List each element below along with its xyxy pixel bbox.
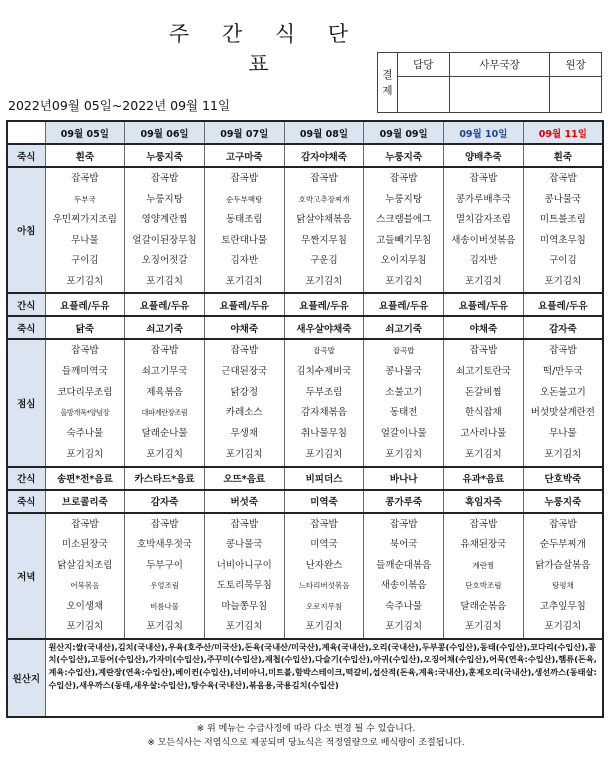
menu-item: 잡곡밥 (549, 345, 577, 356)
menu-item: 미소된장국 (61, 539, 108, 551)
menu-item: 두부조림 (305, 386, 343, 398)
menu-list-cell (45, 167, 125, 293)
menu-list-cell (125, 339, 205, 467)
menu-item: 잡곡밥 (469, 518, 498, 530)
menu-item: 김자반 (469, 255, 498, 266)
day-header-sunday: 09월 11일 (523, 121, 603, 144)
menu-cell: 비피더스 (284, 467, 364, 490)
menu-cell: 야채죽 (444, 316, 524, 339)
header-corner (7, 121, 45, 144)
menu-item: 호박새우젓국 (137, 539, 193, 551)
menu-cell: 바나나 (364, 467, 444, 490)
menu-item: 무짠지무침 (301, 234, 347, 246)
menu-item: 포기김치 (305, 448, 343, 460)
menu-item: 호박고추장찌개 (298, 194, 350, 204)
menu-list-cell (284, 167, 364, 293)
menu-item: 올방개묵*양념장 (60, 408, 110, 418)
note-line: ※ 위 메뉴는 수급사정에 따라 다소 변경 될 수 있습니다. (196, 724, 416, 734)
note-line: ※ 모든식사는 저염식으로 제공되며 당뇨식은 적정열량으로 배식량이 조절됩니다. (147, 738, 465, 748)
menu-list-cell (523, 167, 603, 293)
menu-item: 포기김치 (385, 621, 423, 633)
menu-cell: 고구마죽 (204, 144, 284, 167)
row-label: 아침 (7, 167, 45, 293)
menu-item: 도토리묵무침 (216, 580, 272, 592)
day-header-1: 09월 06일 (125, 121, 205, 144)
menu-cell: 카스타드*음료 (125, 467, 205, 490)
menu-cell: 누룽지죽 (523, 490, 603, 513)
menu-item: 포기김치 (66, 448, 104, 460)
menu-item: 잡곡밥 (389, 518, 418, 530)
menu-item: 잡곡밥 (469, 173, 498, 184)
menu-item: 오돈불고기 (539, 386, 586, 398)
menu-item: 포기김치 (385, 275, 423, 287)
menu-item: 들깨미역국 (61, 365, 108, 377)
menu-item: 미역국 (310, 539, 338, 551)
menu-list-cell (284, 339, 364, 467)
menu-cell: 요플레/두유 (284, 293, 364, 316)
menu-item: 잡곡밥 (230, 518, 259, 530)
row-label: 죽식 (7, 144, 45, 167)
menu-cell: 요플레/두유 (125, 293, 205, 316)
menu-item: 닭살야채볶음 (296, 214, 352, 225)
menu-cell: 흰죽 (523, 144, 603, 167)
menu-list-cell (45, 339, 125, 467)
menu-list-cell (284, 513, 364, 639)
menu-item: 우엉조림 (150, 581, 180, 591)
menu-list-cell (444, 513, 524, 639)
approval-label: 결 제 (378, 53, 398, 113)
menu-item: 잡곡밥 (230, 345, 259, 356)
menu-item: 잡곡밥 (150, 518, 179, 530)
menu-item: 닭강정 (230, 386, 259, 398)
menu-item: 순두부백탕 (226, 194, 263, 204)
page-title: 주 간 식 단 표 (168, 22, 362, 76)
row-label: 원산지 (7, 639, 45, 717)
approval-box (377, 52, 602, 113)
menu-item: 코다리무조림 (57, 386, 113, 398)
menu-item: 얼갈이된장무침 (132, 234, 197, 246)
menu-item: 새송이볶음 (380, 580, 427, 592)
menu-cell: 송편*전*음료 (45, 467, 125, 490)
menu-item: 포기김치 (66, 621, 104, 633)
menu-item: 잡곡밥 (389, 173, 418, 184)
menu-item: 포기김치 (305, 275, 343, 287)
menu-item: 달래순나물 (141, 428, 188, 440)
menu-item: 고추잎무침 (539, 600, 586, 612)
menu-item: 새송이버섯볶음 (451, 234, 516, 246)
menu-item: 잡곡밥 (150, 173, 179, 184)
menu-list-cell (204, 167, 284, 293)
menu-item: 숙주나물 (66, 428, 104, 440)
approval-sign-director (550, 77, 602, 113)
menu-item: 취나물무침 (301, 428, 347, 440)
day-header-0: 09월 05일 (45, 121, 125, 144)
approval-role-secretary: 사무국장 (449, 53, 550, 77)
menu-item: 콩나물국 (544, 193, 582, 205)
menu-cell: 미역죽 (284, 490, 364, 513)
footer-notes (0, 722, 612, 750)
breakfast-row (7, 167, 603, 293)
menu-list-cell (45, 513, 125, 639)
row-label: 저녁 (7, 513, 45, 639)
menu-cell: 감자죽 (125, 490, 205, 513)
menu-item: 무생채 (230, 428, 259, 440)
snack-row-afternoon (7, 467, 603, 490)
menu-item: 잡곡밥 (230, 173, 259, 184)
menu-item: 돈갈비찜 (465, 386, 502, 398)
menu-item: 제육볶음 (146, 386, 183, 398)
menu-item: 두부국 (73, 194, 96, 204)
menu-item: 고사리나물 (460, 428, 507, 440)
menu-item: 포기김치 (465, 621, 502, 633)
menu-item: 쇠고기무국 (141, 365, 188, 377)
menu-item: 오징어젓갈 (141, 255, 188, 266)
menu-item: 난자완스 (305, 559, 343, 571)
snack-row-morning (7, 293, 603, 316)
porridge-row-dinner (7, 490, 603, 513)
menu-item: 포기김치 (465, 448, 502, 460)
menu-cell: 요플레/두유 (364, 293, 444, 316)
menu-item: 고들빼기무침 (376, 234, 432, 246)
menu-item: 숙주나물 (385, 600, 423, 612)
menu-cell: 오뜨*음료 (204, 467, 284, 490)
menu-cell: 새우살야채죽 (284, 316, 364, 339)
menu-item: 잡곡밥 (71, 173, 99, 184)
menu-item: 얼갈이나물 (380, 428, 427, 440)
menu-item: 영양계란찜 (141, 214, 188, 225)
menu-list-cell (444, 339, 524, 467)
menu-item: 콩나물국 (385, 365, 423, 377)
menu-item: 잡곡밥 (310, 173, 338, 184)
menu-cell: 요플레/두유 (45, 293, 125, 316)
menu-cell: 흰죽 (45, 144, 125, 167)
menu-list-cell (125, 513, 205, 639)
approval-role-director: 원장 (550, 53, 602, 77)
menu-item: 미트볼조림 (539, 214, 586, 225)
menu-item: 달래순볶음 (460, 600, 507, 612)
row-label: 점심 (7, 339, 45, 467)
menu-item: 대파계란장조림 (141, 408, 188, 418)
menu-item: 잡곡밥 (150, 345, 179, 356)
menu-item: 포기김치 (225, 275, 263, 287)
dinner-row (7, 513, 603, 639)
menu-list-cell (364, 513, 444, 639)
lunch-row (7, 339, 603, 467)
menu-cell: 브로콜리죽 (45, 490, 125, 513)
menu-period: 2022년09월 05일~2022년 09월 11일 (8, 98, 231, 113)
menu-cell: 쇠고기죽 (125, 316, 205, 339)
menu-item: 들깨순대볶음 (376, 559, 432, 571)
menu-list-cell (125, 167, 205, 293)
menu-item: 소불고기 (385, 386, 423, 398)
origin-info: 원산지:쌀(국내산),김치(국내산),우육(호주산/미국산),돈육(국내산/미국산),계육(국내산),오리(국내산),두부콩(수입산),동태(수입산),코다리(수입산),꽁치(수입산),고등어(수입산),가자미(수입산),주꾸미(수입산),재첩(수입산),다슬기(수입산),아귀(수입산),오징어채(수입산),어묵(연육:수입산),햄류(돈육,계육:수입산),계란장(연육:수입산),베이컨(수입산),너비아니,미트볼,함박스테이크,떡갈비,섭산적(돈육,계육:국내산),훈제오리(국내산),생선까스(동태살:수입산),새우까스(동태,새우살:수입산),탕수육(국내산),볶음용,국용김치(수입산) (45, 639, 603, 717)
menu-item: 비름나물 (150, 601, 180, 611)
menu-cell: 쇠고기죽 (364, 316, 444, 339)
menu-item: 잡곡밥 (392, 346, 415, 355)
menu-item: 북어국 (389, 539, 418, 551)
menu-list-cell (204, 339, 284, 467)
weekly-menu-table (6, 120, 604, 718)
menu-item: 멸치감자조림 (455, 214, 511, 225)
menu-list-cell (204, 513, 284, 639)
menu-cell: 요플레/두유 (523, 293, 603, 316)
menu-item: 무나물 (549, 428, 577, 440)
menu-cell: 감자죽 (523, 316, 603, 339)
menu-cell: 유과*음료 (444, 467, 524, 490)
menu-item: 카레소스 (225, 407, 263, 419)
menu-item: 순두부찌개 (539, 539, 586, 551)
menu-item: 우민찌가지조림 (52, 214, 117, 225)
day-header-saturday: 09월 10일 (444, 121, 524, 144)
approval-sign-secretary (449, 77, 550, 113)
menu-item: 떡/만두국 (542, 365, 583, 377)
menu-item: 마늘쫑무침 (221, 600, 268, 612)
row-label: 죽식 (7, 490, 45, 513)
menu-item: 근대된장국 (221, 365, 268, 377)
menu-item: 쇠고기토란국 (455, 365, 511, 377)
menu-list-cell (523, 513, 603, 639)
menu-item: 탕평채 (551, 581, 574, 591)
menu-item: 포기김치 (385, 448, 423, 460)
row-label: 간식 (7, 467, 45, 490)
menu-list-cell (523, 339, 603, 467)
menu-item: 두부구이 (146, 559, 183, 571)
menu-cell: 누룽지죽 (364, 144, 444, 167)
porridge-row-morning (7, 144, 603, 167)
menu-item: 단호박조림 (465, 581, 502, 591)
menu-item: 콩가루배추국 (455, 193, 511, 205)
menu-cell: 요플레/두유 (204, 293, 284, 316)
day-header-4: 09월 09일 (364, 121, 444, 144)
menu-item: 오이생채 (66, 600, 104, 612)
menu-item: 포기김치 (544, 448, 582, 460)
origin-row (7, 639, 603, 717)
menu-item: 잡곡밥 (313, 346, 335, 355)
menu-cell: 요플레/두유 (444, 293, 524, 316)
porridge-row-lunch (7, 316, 603, 339)
menu-item: 포기김치 (66, 275, 104, 287)
menu-item: 토란대나물 (221, 234, 268, 246)
day-header-3: 09월 08일 (284, 121, 364, 144)
menu-item: 포기김치 (544, 621, 582, 633)
menu-cell: 버섯죽 (204, 490, 284, 513)
menu-item: 유채된장국 (460, 539, 507, 551)
menu-item: 잡곡밥 (549, 173, 577, 184)
menu-item: 무나물 (71, 234, 99, 246)
menu-item: 미역초무침 (539, 234, 586, 246)
menu-item: 누룽지탕 (146, 193, 183, 205)
menu-list-cell (444, 167, 524, 293)
menu-item: 오이지무침 (380, 255, 427, 266)
menu-item: 잡곡밥 (549, 518, 577, 530)
menu-item: 포기김치 (146, 621, 183, 633)
menu-cell: 야채죽 (204, 316, 284, 339)
menu-item: 닭살김치조림 (57, 559, 113, 571)
menu-item: 감자채볶음 (301, 407, 347, 419)
menu-item: 포기김치 (465, 275, 502, 287)
menu-item: 계란찜 (472, 560, 495, 570)
menu-item: 잡곡밥 (310, 518, 338, 530)
menu-item: 포기김치 (225, 448, 263, 460)
menu-item: 잡곡밥 (71, 345, 99, 356)
menu-cell: 닭죽 (45, 316, 125, 339)
menu-item: 김자반 (230, 255, 259, 266)
menu-cell: 양배추죽 (444, 144, 524, 167)
menu-item: 스크램블에그 (376, 214, 432, 225)
row-label: 간식 (7, 293, 45, 316)
menu-cell: 누룽지죽 (125, 144, 205, 167)
menu-item: 포기김치 (305, 621, 343, 633)
menu-item: 잡곡밥 (71, 518, 99, 530)
menu-item: 포기김치 (146, 275, 183, 287)
menu-item: 구운김 (310, 255, 338, 266)
row-label: 죽식 (7, 316, 45, 339)
menu-item: 버섯맛살계란전 (530, 407, 595, 419)
menu-item: 김치수제비국 (296, 365, 352, 377)
menu-item: 잡곡밥 (469, 345, 498, 356)
menu-item: 동태전 (389, 407, 418, 419)
menu-cell: 단호박죽 (523, 467, 603, 490)
menu-item: 콩나물국 (225, 539, 263, 551)
menu-cell: 흑임자죽 (444, 490, 524, 513)
day-header-row (7, 121, 603, 144)
menu-item: 누룽지탕 (385, 193, 423, 205)
menu-cell: 감자야채죽 (284, 144, 364, 167)
menu-item: 한식잡채 (465, 407, 502, 419)
menu-item: 포기김치 (146, 448, 183, 460)
menu-cell: 콩가루죽 (364, 490, 444, 513)
menu-list-cell (364, 167, 444, 293)
approval-sign-staff (398, 77, 450, 113)
menu-item: 동태조림 (225, 214, 263, 225)
approval-role-staff: 담당 (398, 53, 450, 77)
day-header-2: 09월 07일 (204, 121, 284, 144)
menu-item: 어묵볶음 (70, 581, 100, 591)
menu-item: 구이김 (71, 255, 99, 266)
menu-item: 너비아니구이 (216, 559, 272, 571)
menu-item: 오로지무침 (305, 601, 343, 611)
menu-item: 포기김치 (544, 275, 582, 287)
menu-item: 포기김치 (225, 621, 263, 633)
menu-list-cell (364, 339, 444, 467)
menu-item: 닭가슴살볶음 (535, 559, 591, 571)
menu-item: 느타리버섯볶음 (298, 581, 350, 591)
menu-item: 구이김 (549, 255, 577, 266)
